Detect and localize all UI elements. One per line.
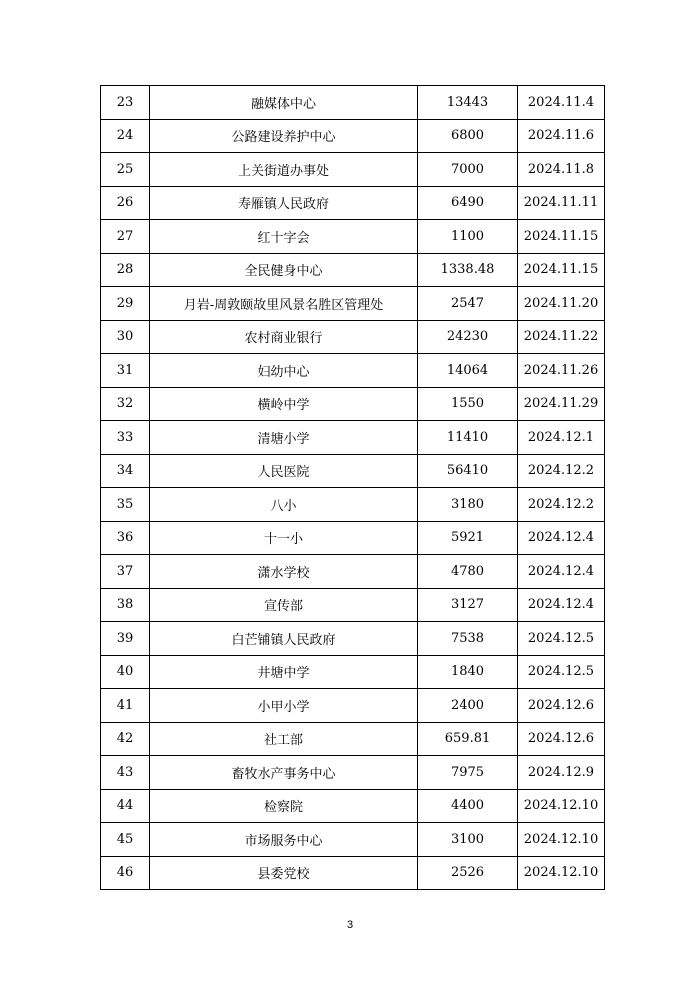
row-number-cell: 43 (101, 756, 150, 790)
row-number-cell: 23 (101, 86, 150, 120)
date-cell: 2024.12.4 (518, 588, 605, 622)
row-number-cell: 27 (101, 220, 150, 254)
table-row (101, 823, 605, 857)
amount-cell: 1550 (418, 387, 518, 421)
row-number-cell: 29 (101, 287, 150, 321)
row-number-cell: 26 (101, 186, 150, 220)
row-number-cell: 32 (101, 387, 150, 421)
date-cell: 2024.11.26 (518, 354, 605, 388)
amount-cell: 4400 (418, 789, 518, 823)
date-cell: 2024.11.4 (518, 86, 605, 120)
unit-name-cell: 社工部 (150, 722, 418, 756)
date-cell: 2024.11.11 (518, 186, 605, 220)
table-row (101, 856, 605, 890)
date-cell: 2024.11.15 (518, 220, 605, 254)
table-row (101, 287, 605, 321)
amount-cell: 2400 (418, 689, 518, 723)
unit-name-cell: 妇幼中心 (150, 354, 418, 388)
date-cell: 2024.12.2 (518, 488, 605, 522)
date-cell: 2024.12.10 (518, 789, 605, 823)
date-cell: 2024.12.9 (518, 756, 605, 790)
row-number-cell: 40 (101, 655, 150, 689)
amount-cell: 6800 (418, 119, 518, 153)
unit-name-cell: 横岭中学 (150, 387, 418, 421)
row-number-cell: 30 (101, 320, 150, 354)
amount-cell: 659.81 (418, 722, 518, 756)
amount-cell: 1840 (418, 655, 518, 689)
table-row (101, 722, 605, 756)
page-number: 3 (346, 919, 354, 931)
unit-name-cell: 井塘中学 (150, 655, 418, 689)
amount-cell: 4780 (418, 555, 518, 589)
amount-cell: 24230 (418, 320, 518, 354)
date-cell: 2024.12.6 (518, 689, 605, 723)
date-cell: 2024.12.5 (518, 655, 605, 689)
row-number-cell: 36 (101, 521, 150, 555)
table-row (101, 354, 605, 388)
date-cell: 2024.11.6 (518, 119, 605, 153)
row-number-cell: 34 (101, 454, 150, 488)
table-row (101, 320, 605, 354)
date-cell: 2024.12.10 (518, 823, 605, 857)
unit-name-cell: 清塘小学 (150, 421, 418, 455)
amount-cell: 2526 (418, 856, 518, 890)
row-number-cell: 44 (101, 789, 150, 823)
unit-name-cell: 月岩-周敦颐故里风景名胜区管理处 (150, 287, 418, 321)
date-cell: 2024.12.5 (518, 622, 605, 656)
table-row (101, 655, 605, 689)
unit-name-cell: 全民健身中心 (150, 253, 418, 287)
date-cell: 2024.11.29 (518, 387, 605, 421)
date-cell: 2024.12.2 (518, 454, 605, 488)
amount-cell: 1100 (418, 220, 518, 254)
row-number-cell: 33 (101, 421, 150, 455)
amount-cell: 3127 (418, 588, 518, 622)
unit-name-cell: 公路建设养护中心 (150, 119, 418, 153)
unit-name-cell: 农村商业银行 (150, 320, 418, 354)
unit-name-cell: 寿雁镇人民政府 (150, 186, 418, 220)
table-row (101, 689, 605, 723)
table-row (101, 186, 605, 220)
unit-name-cell: 市场服务中心 (150, 823, 418, 857)
amount-cell: 14064 (418, 354, 518, 388)
unit-name-cell: 融媒体中心 (150, 86, 418, 120)
row-number-cell: 35 (101, 488, 150, 522)
table-body (101, 86, 605, 890)
unit-name-cell: 人民医院 (150, 454, 418, 488)
amount-cell: 3100 (418, 823, 518, 857)
row-number-cell: 39 (101, 622, 150, 656)
table-row (101, 454, 605, 488)
amount-cell: 7000 (418, 153, 518, 187)
date-cell: 2024.12.6 (518, 722, 605, 756)
amount-cell: 6490 (418, 186, 518, 220)
table-row (101, 387, 605, 421)
row-number-cell: 37 (101, 555, 150, 589)
date-cell: 2024.12.4 (518, 521, 605, 555)
date-cell: 2024.12.1 (518, 421, 605, 455)
table-row (101, 756, 605, 790)
unit-name-cell: 白芒铺镇人民政府 (150, 622, 418, 656)
row-number-cell: 46 (101, 856, 150, 890)
table-row (101, 488, 605, 522)
table-row (101, 220, 605, 254)
row-number-cell: 38 (101, 588, 150, 622)
amount-cell: 2547 (418, 287, 518, 321)
amount-cell: 7975 (418, 756, 518, 790)
row-number-cell: 41 (101, 689, 150, 723)
unit-name-cell: 红十字会 (150, 220, 418, 254)
table-row (101, 153, 605, 187)
amount-cell: 3180 (418, 488, 518, 522)
date-cell: 2024.11.15 (518, 253, 605, 287)
amount-cell: 7538 (418, 622, 518, 656)
table-row (101, 253, 605, 287)
amount-cell: 1338.48 (418, 253, 518, 287)
table-row (101, 421, 605, 455)
row-number-cell: 31 (101, 354, 150, 388)
unit-name-cell: 潇水学校 (150, 555, 418, 589)
unit-name-cell: 宣传部 (150, 588, 418, 622)
amount-cell: 11410 (418, 421, 518, 455)
table-row (101, 86, 605, 120)
unit-name-cell: 小甲小学 (150, 689, 418, 723)
unit-name-cell: 县委党校 (150, 856, 418, 890)
table-row (101, 622, 605, 656)
amount-cell: 5921 (418, 521, 518, 555)
amount-cell: 13443 (418, 86, 518, 120)
table-row (101, 119, 605, 153)
table-row (101, 521, 605, 555)
date-cell: 2024.11.22 (518, 320, 605, 354)
date-cell: 2024.11.20 (518, 287, 605, 321)
donation-table (100, 85, 605, 890)
unit-name-cell: 畜牧水产事务中心 (150, 756, 418, 790)
unit-name-cell: 十一小 (150, 521, 418, 555)
unit-name-cell: 上关街道办事处 (150, 153, 418, 187)
row-number-cell: 25 (101, 153, 150, 187)
row-number-cell: 24 (101, 119, 150, 153)
row-number-cell: 28 (101, 253, 150, 287)
date-cell: 2024.11.8 (518, 153, 605, 187)
amount-cell: 56410 (418, 454, 518, 488)
table-row (101, 789, 605, 823)
table-row (101, 555, 605, 589)
unit-name-cell: 八小 (150, 488, 418, 522)
date-cell: 2024.12.4 (518, 555, 605, 589)
row-number-cell: 45 (101, 823, 150, 857)
table-row (101, 588, 605, 622)
date-cell: 2024.12.10 (518, 856, 605, 890)
row-number-cell: 42 (101, 722, 150, 756)
unit-name-cell: 检察院 (150, 789, 418, 823)
